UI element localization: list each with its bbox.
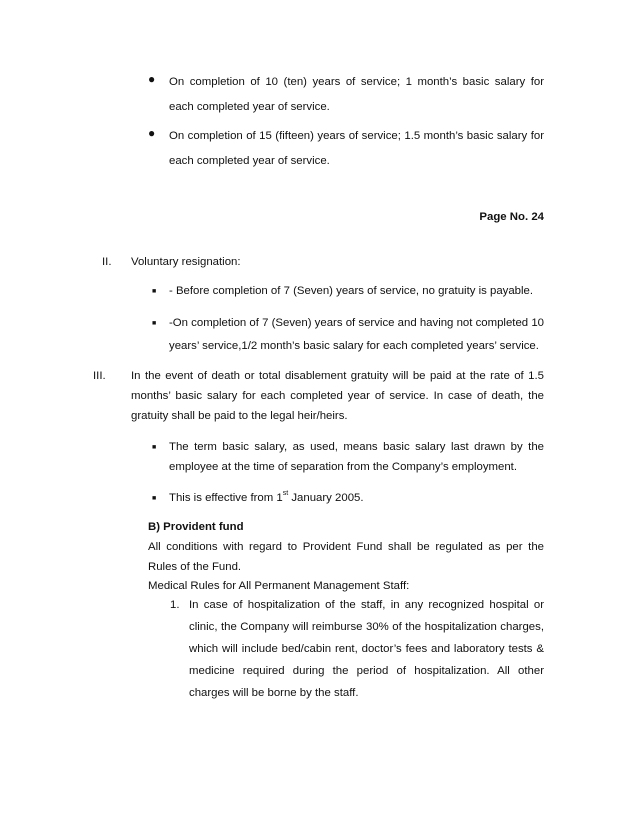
bullet-text-line: employee at the time of separation from the Company’s employment. <box>169 461 518 473</box>
list-number: 1. <box>170 599 180 611</box>
medical-rules-heading: Medical Rules for All Permanent Management Staff: <box>148 580 410 592</box>
list-item-line: charges will be borne by the staff. <box>189 687 359 699</box>
bullet-dot-icon: ● <box>148 72 156 86</box>
list-item-line: In case of hospitalization of the staff, in any recognized hospital or <box>189 599 544 611</box>
effective-date-pre: This is effective from 1 <box>169 492 283 504</box>
bullet-text-line: each completed year of service. <box>169 155 330 167</box>
section-numeral: III. <box>93 370 106 382</box>
effective-date-post: January 2005. <box>288 492 364 504</box>
bullet-text-line: each completed year of service. <box>169 101 330 113</box>
bullet-square-icon: ■ <box>152 320 157 327</box>
section-heading: Voluntary resignation: <box>131 256 241 268</box>
section-numeral: II. <box>102 256 112 268</box>
bullet-square-icon: ■ <box>152 495 157 502</box>
list-item-line: which will include bed/cabin rent, doctor’s fees and laboratory tests & <box>189 643 544 655</box>
bullet-text-line: On completion of 10 (ten) years of service; 1 month’s basic salary for <box>169 76 544 88</box>
bullet-text-line <box>169 492 364 504</box>
bullet-dot-icon: ● <box>148 126 156 140</box>
bullet-square-icon: ■ <box>152 444 157 451</box>
page-number: Page No. 24 <box>479 211 544 223</box>
bullet-text-line: The term basic salary, as used, means basic salary last drawn by the <box>169 441 544 453</box>
paragraph-line: All conditions with regard to Provident Fund shall be regulated as per the <box>148 541 544 553</box>
bullet-text-line: On completion of 15 (fifteen) years of service; 1.5 month’s basic salary for <box>169 130 544 142</box>
bullet-text-line: -On completion of 7 (Seven) years of service and having not completed 10 <box>169 317 544 329</box>
bullet-square-icon: ■ <box>152 288 157 295</box>
list-item-line: clinic, the Company will reimburse 30% of the hospitalization charges, <box>189 621 544 633</box>
bullet-text-line: years’ service,1/2 month’s basic salary for each completed years’ service. <box>169 340 539 352</box>
paragraph-line: In the event of death or total disablement gratuity will be paid at the rate of 1.5 <box>131 370 544 382</box>
bullet-text-line: - Before completion of 7 (Seven) years of service, no gratuity is payable. <box>169 285 534 297</box>
provident-fund-heading: B) Provident fund <box>148 521 244 533</box>
ordinal-suffix: st <box>282 490 289 497</box>
list-item-line: medicine required during the period of hospitalization. All other <box>189 665 544 677</box>
paragraph-line: months’ basic salary for each completed year of service. In case of death, the <box>131 390 544 402</box>
paragraph-line: gratuity shall be paid to the legal heir/heirs. <box>131 410 348 422</box>
paragraph-line: Rules of the Fund. <box>148 561 242 573</box>
